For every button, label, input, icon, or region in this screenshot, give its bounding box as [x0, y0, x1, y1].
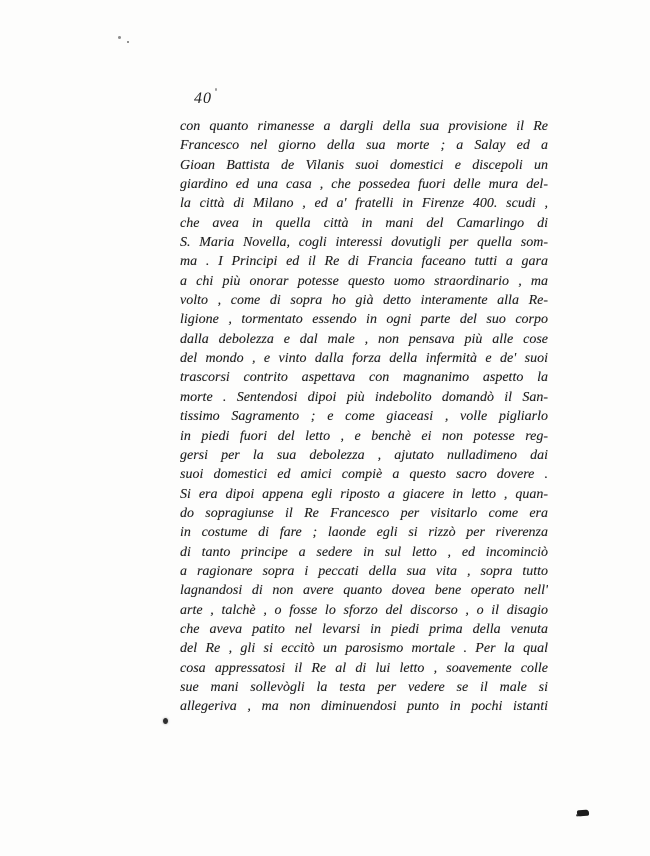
- text-line: la città di Milano , ed a' fratelli in Firenze 400. scudi ,: [180, 196, 548, 212]
- text-line: che avea in quella città in mani del Camarlingo di: [180, 215, 548, 231]
- text-line: volto , come di sopra ho già detto interamente alla Re-: [180, 293, 548, 309]
- text-line: dalla debolezza e dal male , non pensava più alle cose: [180, 331, 548, 347]
- text-line: arte , talchè , o fosse lo sforzo del discorso , o il disagio: [180, 602, 548, 618]
- text-line: a chi più onorar potesse questo uomo straordinario , ma: [180, 273, 548, 289]
- body-text: [180, 117, 548, 717]
- text-line: a ragionare sopra i peccati della sua vita , sopra tutto: [180, 563, 548, 579]
- text-line: ma . I Principi ed il Re di Francia faceano tutti a gara: [180, 254, 548, 270]
- text-line: Si era dipoi appena egli riposto a giacere in letto , quan-: [180, 486, 548, 502]
- page-number: 40: [194, 90, 212, 107]
- text-line: che aveva patito nel levarsi in piedi prima della venuta: [180, 621, 548, 637]
- text-line: trascorsi contrito aspettava con magnanimo aspetto la: [180, 370, 548, 386]
- ink-speck: [127, 41, 129, 43]
- text-line: con quanto rimanesse a dargli della sua provisione il Re: [180, 119, 548, 134]
- text-line: do sopragiunse il Re Francesco per visitarlo come era: [180, 505, 548, 521]
- ink-speck: [215, 88, 217, 91]
- text-line: tissimo Sagramento ; e come giaceasi , volle pigliarlo: [180, 409, 548, 425]
- text-line: morte . Sentendosi dipoi più indebolito domandò il San-: [180, 389, 548, 405]
- text-line: Francesco nel giorno della sua morte ; a Salay ed a: [180, 138, 548, 154]
- ink-blot: [577, 810, 589, 817]
- text-line: del mondo , e vinto dalla forza della infermità e de' suoi: [180, 351, 548, 367]
- text-line: in costume di fare ; laonde egli si rizzò per riverenza: [180, 525, 548, 541]
- text-line: lagnandosi di non avere quanto dovea bene operato nell': [180, 583, 548, 599]
- ink-speck: [118, 36, 121, 39]
- text-line: Gioan Battista de Vilanis suoi domestici e discepoli un: [180, 157, 548, 173]
- text-line: gersi per la sua debolezza , ajutato nulladimeno dai: [180, 447, 548, 463]
- text-line: in piedi fuori del letto , e benchè ei non potesse reg-: [180, 428, 548, 444]
- text-line: cosa appressatosi il Re al di lui letto , soavemente colle: [180, 660, 548, 676]
- text-line: sue mani sollevògli la testa per vedere se il male si: [180, 679, 548, 695]
- text-line: allegeriva , ma non diminuendosi punto in pochi istanti: [180, 699, 548, 715]
- text-line: del Re , gli si eccitò un parosismo mortale . Per la qual: [180, 641, 548, 657]
- ink-speck: [163, 718, 168, 724]
- text-line: di tanto principe a sedere in sul letto , ed incominciò: [180, 544, 548, 560]
- text-line: giardino ed una casa , che possedea fuori delle mura del-: [180, 177, 548, 193]
- text-line: suoi domestici ed amici compiè a questo sacro dovere .: [180, 467, 548, 483]
- text-line: ligione , tormentato essendo in ogni parte del suo corpo: [180, 312, 548, 328]
- text-line: S. Maria Novella, cogli interessi dovutigli per quella som-: [180, 235, 548, 251]
